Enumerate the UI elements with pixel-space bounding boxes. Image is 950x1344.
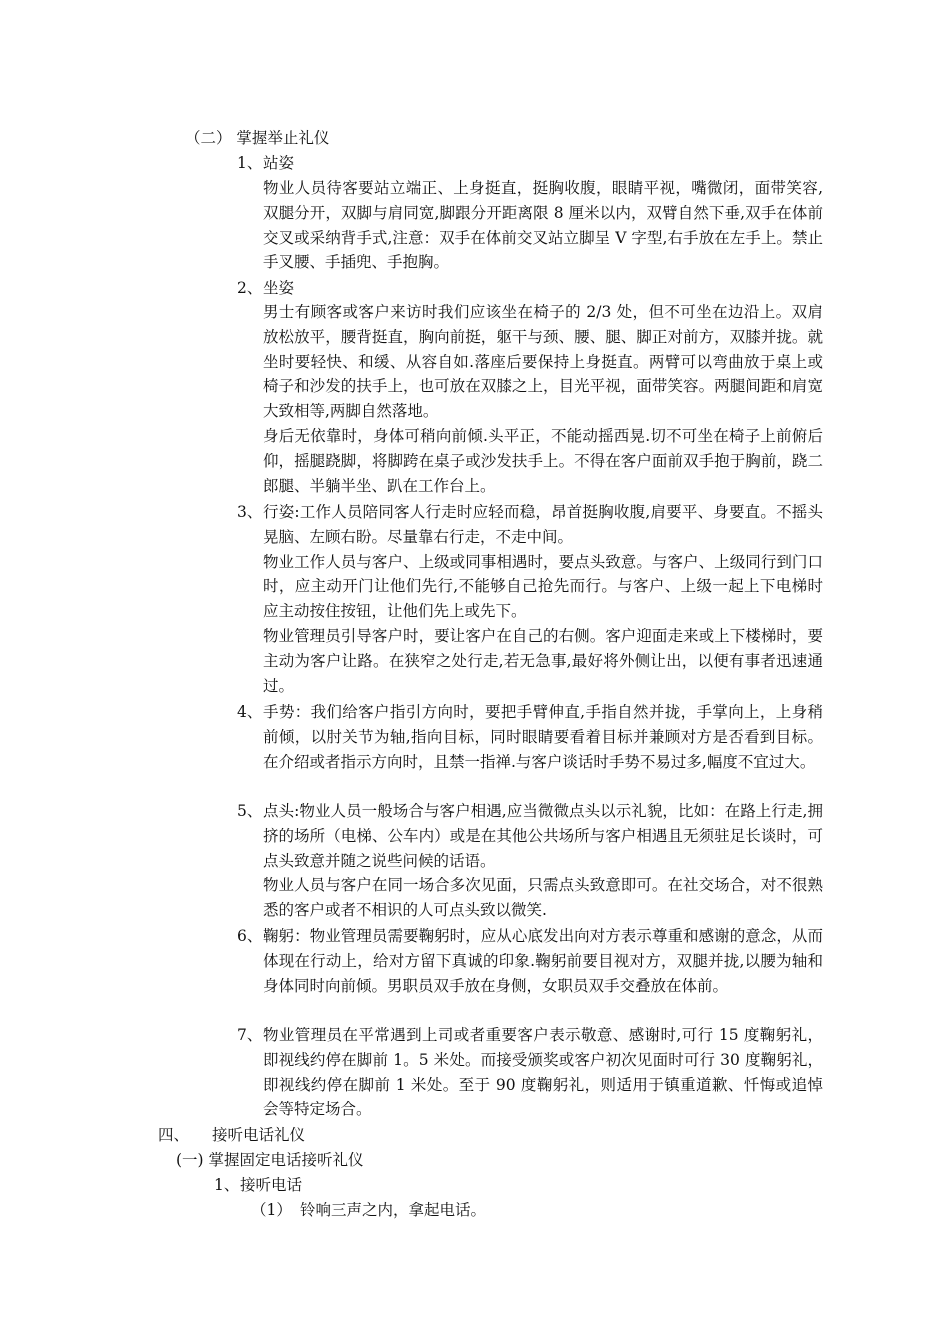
item-body: [263, 500, 823, 698]
item-number: 2、: [237, 279, 263, 297]
paragraph: 物业管理员引导客户时，要让客户在自己的右侧。客户迎面走来或上下楼梯时，要主动为客户让路。在狭窄之处行走,若无急事,最好将外侧让出，以便有事者迅速通过。: [263, 626, 823, 695]
item-number: 5、: [237, 802, 263, 820]
item-body: [263, 799, 823, 923]
sub-heading: (一) 掌握固定电话接听礼仪: [176, 1151, 364, 1169]
item-number: 3、: [237, 503, 263, 521]
item-title: 坐姿: [263, 279, 295, 297]
paragraph: 鞠躬：物业管理员需要鞠躬时，应从心底发出向对方表示尊重和感谢的意念，从而体现在行动上，给对方留下真诚的印象.鞠躬前要目视对方，双腿并拢,以腰为轴和身体同时向前倾。男职员双手放在身侧，女职员双手交叠放在体前。: [263, 927, 823, 995]
paragraph: 手势：我们给客户指引方向时，要把手臂伸直,手指自然并拢，手掌向上，上身稍前倾，以肘关节为轴,指向目标，同时眼睛要看着目标并兼顾对方是否看到目标。在介绍或者指示方向时，且禁一指禅.与客户谈话时手势不易过多,幅度不宜过大。: [263, 703, 823, 771]
section-number: 四、: [158, 1126, 190, 1144]
item-body: [263, 1023, 823, 1122]
step-text: 铃响三声之内，拿起电话。: [300, 1201, 487, 1219]
item-body: [263, 300, 823, 498]
paragraph: 行姿:工作人员陪同客人行走时应轻而稳，昂首挺胸收腹,肩要平、身要直。不摇头晃脑、左顾右盼。尽量靠右行走，不走中间。: [263, 503, 823, 546]
paragraph: 男士有顾客或客户来访时我们应该坐在椅子的 2/3 处，但不可坐在边沿上。双肩放松放平，腰背挺直，胸向前挺，躯干与颈、腰、腿、脚正对前方，双膝并拢。就坐时要轻快、和缓、从容自如.落座后要保持上身挺直。两臂可以弯曲放于桌上或椅子和沙发的扶手上，也可放在双膝之上，目光平视，面带笑容。两腿间距和肩宽大致相等,两脚自然落地。: [263, 303, 823, 421]
step-number: （1）: [251, 1201, 292, 1219]
item-number: 6、: [237, 927, 263, 945]
item-body: [263, 924, 823, 998]
item-title: 站姿: [263, 154, 295, 172]
item-number: 1、: [214, 1176, 240, 1194]
paragraph: 身后无依靠时，身体可稍向前倾.头平正，不能动摇西晃.切不可坐在椅子上前俯后仰，摇腿跷脚，将脚跨在桌子或沙发扶手上。不得在客户面前双手抱于胸前，跷二郎腿、半躺半坐、趴在工作台上。: [263, 426, 823, 495]
item-number: 7、: [237, 1026, 263, 1044]
section-heading: （二） 掌握举止礼仪: [185, 129, 330, 147]
paragraph: 物业工作人员与客户、上级或同事相遇时，要点头致意。与客户、上级同行到门口时，应主动开门让他们先行,不能够自己抢先而行。与客户、上级一起上下电梯时应主动按住按钮，让他们先上或先下。: [263, 552, 823, 621]
item-number: 4、: [237, 703, 263, 721]
paragraph: 点头:物业人员一般场合与客户相遇,应当微微点头以示礼貌，比如：在路上行走,拥挤的场所（电梯、公车内）或是在其他公共场所与客户相遇且无须驻足长谈时，可点头致意并随之说些问候的话语。: [263, 802, 823, 870]
item-title: 接听电话: [240, 1176, 303, 1194]
paragraph: 物业管理员在平常遇到上司或者重要客户表示敬意、感谢时,可行 15 度鞠躬礼，即视线约停在脚前 1。5 米处。而接受颁奖或客户初次见面时可行 30 度鞠躬礼，即视线约停在脚前 1 米处。至于 90 度鞠躬礼，则适用于镇重道歉、忏悔或追悼会等特定场合。: [263, 1026, 823, 1119]
paragraph: 物业人员与客户在同一场合多次见面，只需点头致意即可。在社交场合，对不很熟悉的客户或者不相识的人可点头致以微笑.: [263, 876, 823, 920]
item-number: 1、: [237, 154, 263, 172]
item-body: [263, 700, 823, 774]
item-body: [263, 176, 823, 275]
paragraph: 物业人员待客要站立端正、上身挺直，挺胸收腹，眼睛平视，嘴微闭，面带笑容,双腿分开，双脚与肩同宽,脚跟分开距离限 8 厘米以内，双臂自然下垂,双手在体前交叉或采纳背手式,注意：双手在体前交叉站立脚呈 V 字型,右手放在左手上。禁止手叉腰、手插兜、手抱胸。: [263, 179, 823, 272]
section-title: 接听电话礼仪: [212, 1126, 306, 1144]
